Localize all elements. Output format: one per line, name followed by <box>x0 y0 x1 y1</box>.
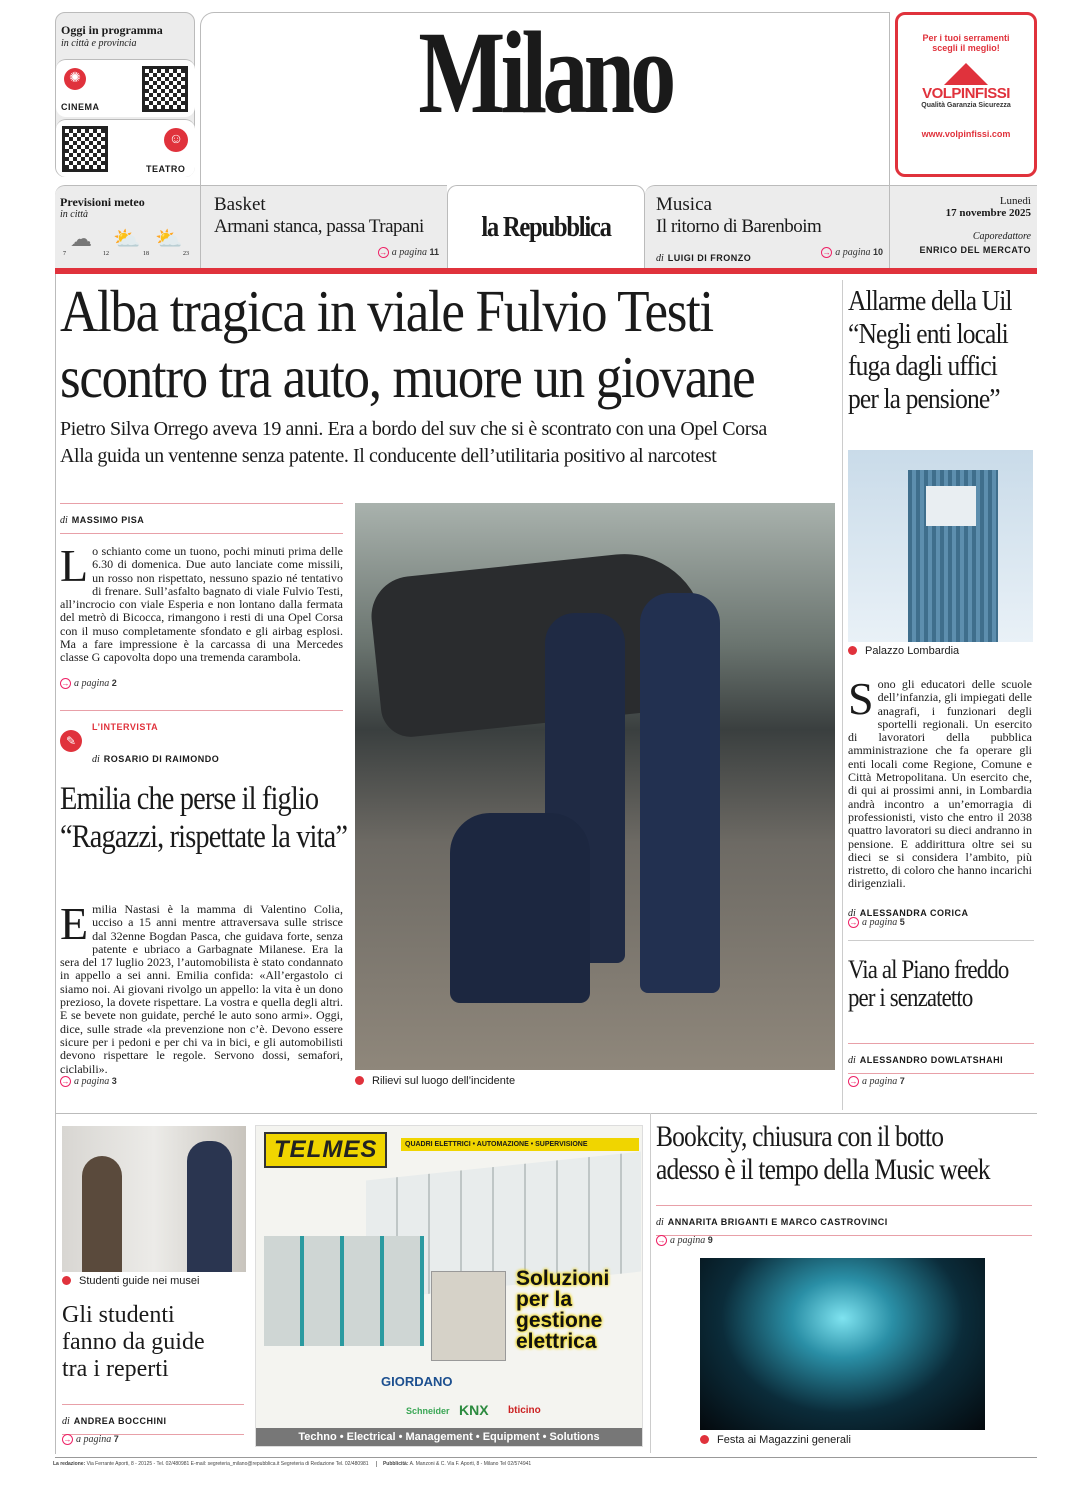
basket-kicker: Basket <box>214 194 266 215</box>
uil-headline-line: “Negli enti locali <box>848 317 1008 350</box>
drop-cap: L <box>60 540 89 591</box>
accent-rule <box>55 268 1037 274</box>
divider <box>60 710 343 711</box>
intervista-byline <box>92 749 219 767</box>
lead-page-ref[interactable] <box>60 678 117 689</box>
byline-di: di <box>848 1055 856 1066</box>
piano-headline-line: Via al Piano freddo <box>848 955 1009 984</box>
accident-photo[interactable] <box>355 503 835 1070</box>
arrow-icon: → <box>63 1435 72 1444</box>
ad-claim-line: gestione <box>516 1309 603 1332</box>
meteo-box <box>55 185 200 268</box>
cinema-card[interactable] <box>56 59 195 117</box>
uil-page-ref[interactable] <box>848 917 905 928</box>
intervista-headline-line2: “Ragazzi, rispettate la vita” <box>60 819 348 855</box>
piano-headline-line: per i senzatetto <box>848 983 973 1012</box>
meteo-hour: 12 <box>103 251 109 257</box>
meteo-subtitle: in città <box>60 209 89 220</box>
uil-photo-caption <box>848 645 959 657</box>
page-ref-label: a pagina <box>74 678 110 689</box>
page-number: 5 <box>899 917 905 927</box>
page-ref-label: a pagina <box>391 247 427 258</box>
lead-subhead-line2: Alla guida un ventenne senza patente. Il conducente dell’utilitaria positivo al narcotest <box>60 445 717 467</box>
studenti-byline <box>62 1404 244 1435</box>
repubblica-tab <box>447 185 645 268</box>
masthead <box>200 7 890 187</box>
footer-pubblicita: A. Manzoni & C. Via F. Aporti, 8 - Milano Tel 02/574941 <box>409 1461 532 1467</box>
weather-rain-icon: ☁ <box>70 226 92 251</box>
drop-cap: E <box>60 898 89 949</box>
qr-code-icon[interactable] <box>62 126 108 172</box>
date-value: 17 novembre 2025 <box>945 207 1031 219</box>
byline-author: ALESSANDRA CORICA <box>859 908 969 918</box>
page-number: 7 <box>113 1434 119 1444</box>
bullet-icon <box>700 1435 709 1444</box>
page-number: 2 <box>111 678 117 688</box>
lead-subhead <box>60 416 767 470</box>
musica-title: Il ritorno di Barenboim <box>656 216 822 237</box>
programma-title: Oggi in programma <box>61 23 163 37</box>
byline-di: di <box>62 1416 70 1427</box>
microphone-icon: ✎ <box>60 730 82 752</box>
musica-teaser[interactable] <box>645 185 890 268</box>
lead-body-text: o schianto come un tuono, pochi minuti prima delle 6.30 di domenica. Due auto lanciate come missili, un rosso non rispettato, nessuno spazio né tentativo di frenare. Sull’asfalto bagnato di viale Fulvio Testi, all’incrocio con viale Esperia e non lontano dalla fermata del metrò di Bicocca, rimangono i resti di una Opel Corsa con il muso completamente sfondato e gli airbag esplosi. Ma a fare impressione è la carcassa di una Mercedes classe G capovolta dopo una tremenda carambola. <box>60 544 343 665</box>
bullet-icon <box>355 1076 364 1085</box>
studenti-page-ref[interactable] <box>62 1434 119 1445</box>
magazzini-generali-photo[interactable] <box>700 1258 985 1430</box>
byline-di: di <box>60 515 68 526</box>
bullet-icon <box>848 646 857 655</box>
byline-di: di <box>656 253 664 264</box>
ad-claim-line: Soluzioni <box>516 1267 610 1290</box>
weather-partly-cloudy-icon: ⛅ <box>155 226 183 251</box>
ad-tagline: Qualità Garanzia Sicurezza <box>921 102 1011 109</box>
studenti-headline-line: fanno da guide <box>62 1329 205 1355</box>
editor-name: ENRICO DEL MERCATO <box>919 245 1031 255</box>
ad-footer: Techno • Electrical • Management • Equipment • Solutions <box>256 1428 642 1446</box>
studenti-photo[interactable] <box>62 1126 246 1272</box>
masthead-title: Milano <box>418 7 672 138</box>
arrow-icon: → <box>379 248 388 257</box>
byline-author: ANNARITA BRIGANTI E MARCO CASTROVINCI <box>667 1217 888 1227</box>
lead-headline[interactable] <box>60 278 754 410</box>
byline-author: MASSIMO PISA <box>71 515 145 525</box>
caption-text: Festa ai Magazzini generali <box>717 1434 851 1446</box>
ad-claim <box>516 1268 609 1352</box>
meteo-title: Previsioni meteo <box>60 195 145 209</box>
arrow-icon: → <box>61 679 70 688</box>
footer-pubblicita-label: Pubblicità: <box>382 1461 409 1467</box>
studenti-photo-caption <box>62 1275 199 1287</box>
uil-body <box>848 673 1032 891</box>
bookcity-byline <box>656 1205 1032 1236</box>
intervista-headline[interactable] <box>60 780 347 856</box>
weather-partly-cloudy-icon: ⛅ <box>113 226 141 251</box>
divider <box>55 1113 1037 1114</box>
uil-headline-line: fuga dagli uffici <box>848 350 997 382</box>
divider <box>842 280 843 1110</box>
byline-author: ALESSANDRO DOWLATSHAHI <box>859 1055 1004 1065</box>
byline-author: ROSARIO DI RAIMONDO <box>103 754 220 764</box>
ad-claim-line: per la <box>516 1288 573 1311</box>
uil-headline[interactable] <box>848 285 1012 415</box>
partner-logo: KNX <box>459 1402 489 1418</box>
musica-byline <box>656 248 751 266</box>
bookcity-headline-line: Bookcity, chiusura con il botto <box>656 1120 944 1153</box>
meteo-hour: 7 <box>63 251 66 257</box>
partner-logo: bticino <box>508 1405 541 1416</box>
intervista-headline-line1: Emilia che perse il figlio <box>60 781 319 817</box>
caption-text: Studenti guide nei musei <box>79 1275 200 1287</box>
palazzo-lombardia-photo[interactable] <box>848 450 1033 642</box>
page-number: 11 <box>429 247 439 257</box>
intervista-body-text: milia Nastasi è la mamma di Valentino Colia, ucciso a 15 anni mentre attraversava sulle strisce dal 32enne Bogdan Pasca, che guidava forte, senza patente e ubriaco a Garbagnate Milanese. Era la sera del 17 luglio 2023, l’automobilista è stato condannato in appello a sei anni. Emilia confida: «All’ergastolo ci siamo noi. Ai giovani rivolgo un appello: la vita è un dono prezioso, la dovete rispettare. La vostra e quella degli altri. E se bevete non guidate, perché le auto sono armi». Oggi, dice, sulle strade «la prevenzione non c’è. Devono essere sicure per i pedoni e per chi va in bici, e gli automobilisti devono rispettare le regole. Servono dossi, semafori, ciclabili». <box>60 902 343 1076</box>
ad-topline: QUADRI ELETTRICI • AUTOMAZIONE • SUPERVISIONE <box>401 1138 639 1151</box>
piano-headline[interactable] <box>848 956 1008 1012</box>
editor-role: Caporedattore <box>972 231 1031 242</box>
ad-brand: VOLPINFISSI <box>922 85 1010 102</box>
page-ref-label: a pagina <box>670 1235 706 1246</box>
volpinfissi-logo-icon <box>944 63 988 85</box>
lead-byline <box>60 503 343 534</box>
studenti-headline-line: tra i reperti <box>62 1356 169 1382</box>
caption-text: Palazzo Lombardia <box>865 645 960 657</box>
byline-author: LUIGI DI FRONZO <box>667 253 752 263</box>
programma-box <box>55 12 195 177</box>
lead-subhead-line1: Pietro Silva Orrego aveva 19 anni. Era a bordo del suv che si è scontrato con una Opel Corsa <box>60 418 767 440</box>
basket-page-ref[interactable] <box>378 247 439 258</box>
divider <box>55 274 56 1454</box>
intervista-page-ref[interactable] <box>60 1076 117 1087</box>
byline-di: di <box>848 908 856 919</box>
footer <box>53 1461 531 1467</box>
theater-mask-icon: ☺ <box>164 128 188 152</box>
teatro-card[interactable] <box>56 119 195 177</box>
uil-headline-line: per la pensione” <box>848 382 1000 415</box>
lead-headline-line2: scontro tra auto, muore un giovane <box>60 344 755 410</box>
drop-cap: S <box>848 673 874 724</box>
caption-text: Rilievi sul luogo dell’incidente <box>372 1075 516 1087</box>
footer-redazione-label: La redazione: <box>53 1461 86 1467</box>
page-number: 7 <box>899 1076 905 1086</box>
byline-author: ANDREA BOCCHINI <box>73 1416 167 1426</box>
ad-url[interactable]: www.volpinfissi.com <box>921 129 1011 139</box>
page-number: 9 <box>707 1235 713 1245</box>
basket-teaser[interactable] <box>200 185 447 268</box>
bookcity-page-ref[interactable] <box>656 1235 713 1246</box>
partner-logo: Schneider <box>406 1406 450 1416</box>
bookcity-headline-line: adesso è il tempo della Music week <box>656 1153 990 1186</box>
ad-claim-line: elettrica <box>516 1330 597 1353</box>
teatro-label: TEATRO <box>146 164 186 174</box>
divider <box>848 940 1034 941</box>
meteo-hour: 23 <box>183 251 189 257</box>
page-ref-label: a pagina <box>835 247 871 258</box>
meteo-hour: 18 <box>143 251 149 257</box>
page-ref-label: a pagina <box>76 1434 112 1445</box>
bookcity-photo-caption <box>700 1434 851 1446</box>
ad-line2: scegli il meglio! <box>932 43 1000 53</box>
piano-byline <box>848 1043 1034 1074</box>
musica-page-ref[interactable] <box>821 247 883 258</box>
page-ref-label: a pagina <box>862 917 898 928</box>
page-ref-label: a pagina <box>74 1076 110 1087</box>
programma-subtitle: in città e provincia <box>61 38 137 49</box>
bookcity-headline[interactable] <box>656 1120 990 1186</box>
lead-body <box>60 540 343 665</box>
divider <box>55 1457 1037 1458</box>
ad-line1: Per i tuoi serramenti <box>922 33 1010 43</box>
arrow-icon: → <box>849 1077 858 1086</box>
partner-logo: GIORDANO <box>381 1374 453 1389</box>
qr-code-icon[interactable] <box>142 66 188 112</box>
intervista-kicker: L’INTERVISTA <box>92 722 159 732</box>
cinema-label: CINEMA <box>61 102 100 112</box>
bullet-icon <box>62 1276 71 1285</box>
lead-headline-line1: Alba tragica in viale Fulvio Testi <box>60 278 713 344</box>
studenti-headline-line: Gli studenti <box>62 1302 175 1328</box>
arrow-icon: → <box>822 248 831 257</box>
footer-redazione: Via Ferrante Aporti, 8 - 20125 - Tel. 02/480981 E-mail: segreteria_milano@repubblica.it Segreteria di Redazione Tel. 02/480981 <box>86 1461 369 1467</box>
repubblica-logo: la Repubblica <box>481 211 611 243</box>
arrow-icon: → <box>657 1236 666 1245</box>
musica-kicker: Musica <box>656 194 712 215</box>
studenti-headline[interactable] <box>62 1302 205 1383</box>
telmes-logo: TELMES <box>264 1132 387 1168</box>
volpinfissi-ad[interactable] <box>895 12 1037 177</box>
divider <box>650 1113 651 1453</box>
telmes-ad[interactable] <box>255 1125 643 1447</box>
basket-title: Armani stanca, passa Trapani <box>214 216 424 237</box>
page-ref-label: a pagina <box>862 1076 898 1087</box>
byline-di: di <box>92 754 100 765</box>
date-box <box>890 185 1037 268</box>
page-number: 10 <box>872 247 883 257</box>
arrow-icon: → <box>849 918 858 927</box>
date-day: Lunedì <box>999 195 1031 207</box>
film-reel-icon: ✺ <box>64 68 86 90</box>
lead-photo-caption <box>355 1075 515 1087</box>
byline-di: di <box>656 1217 664 1228</box>
piano-page-ref[interactable] <box>848 1076 905 1087</box>
intervista-body <box>60 898 343 1076</box>
uil-body-text: ono gli educatori delle scuole dell’infanzia, gli impiegati delle anagrafi, i funzionari degli sportelli regionali. Un esercito di lavoratori della pubblica amministrazione che fa operare gli enti locali come Regione, Comune e Città Metropolitana. Un esercito che, di qui ai prossimi anni, in Lombardia andrà incontro a un’emorragia di professionisti, visto che entro il 2038 quattro lavoratori su dieci andranno in pensione. E addirittura oltre sei su dieci se si considera l’ambito, più ristretto, di coloro che hanno incarichi dirigenziali. <box>848 677 1032 891</box>
uil-headline-line: Allarme della Uil <box>848 285 1012 317</box>
arrow-icon: → <box>61 1077 70 1086</box>
page-number: 3 <box>111 1076 117 1086</box>
